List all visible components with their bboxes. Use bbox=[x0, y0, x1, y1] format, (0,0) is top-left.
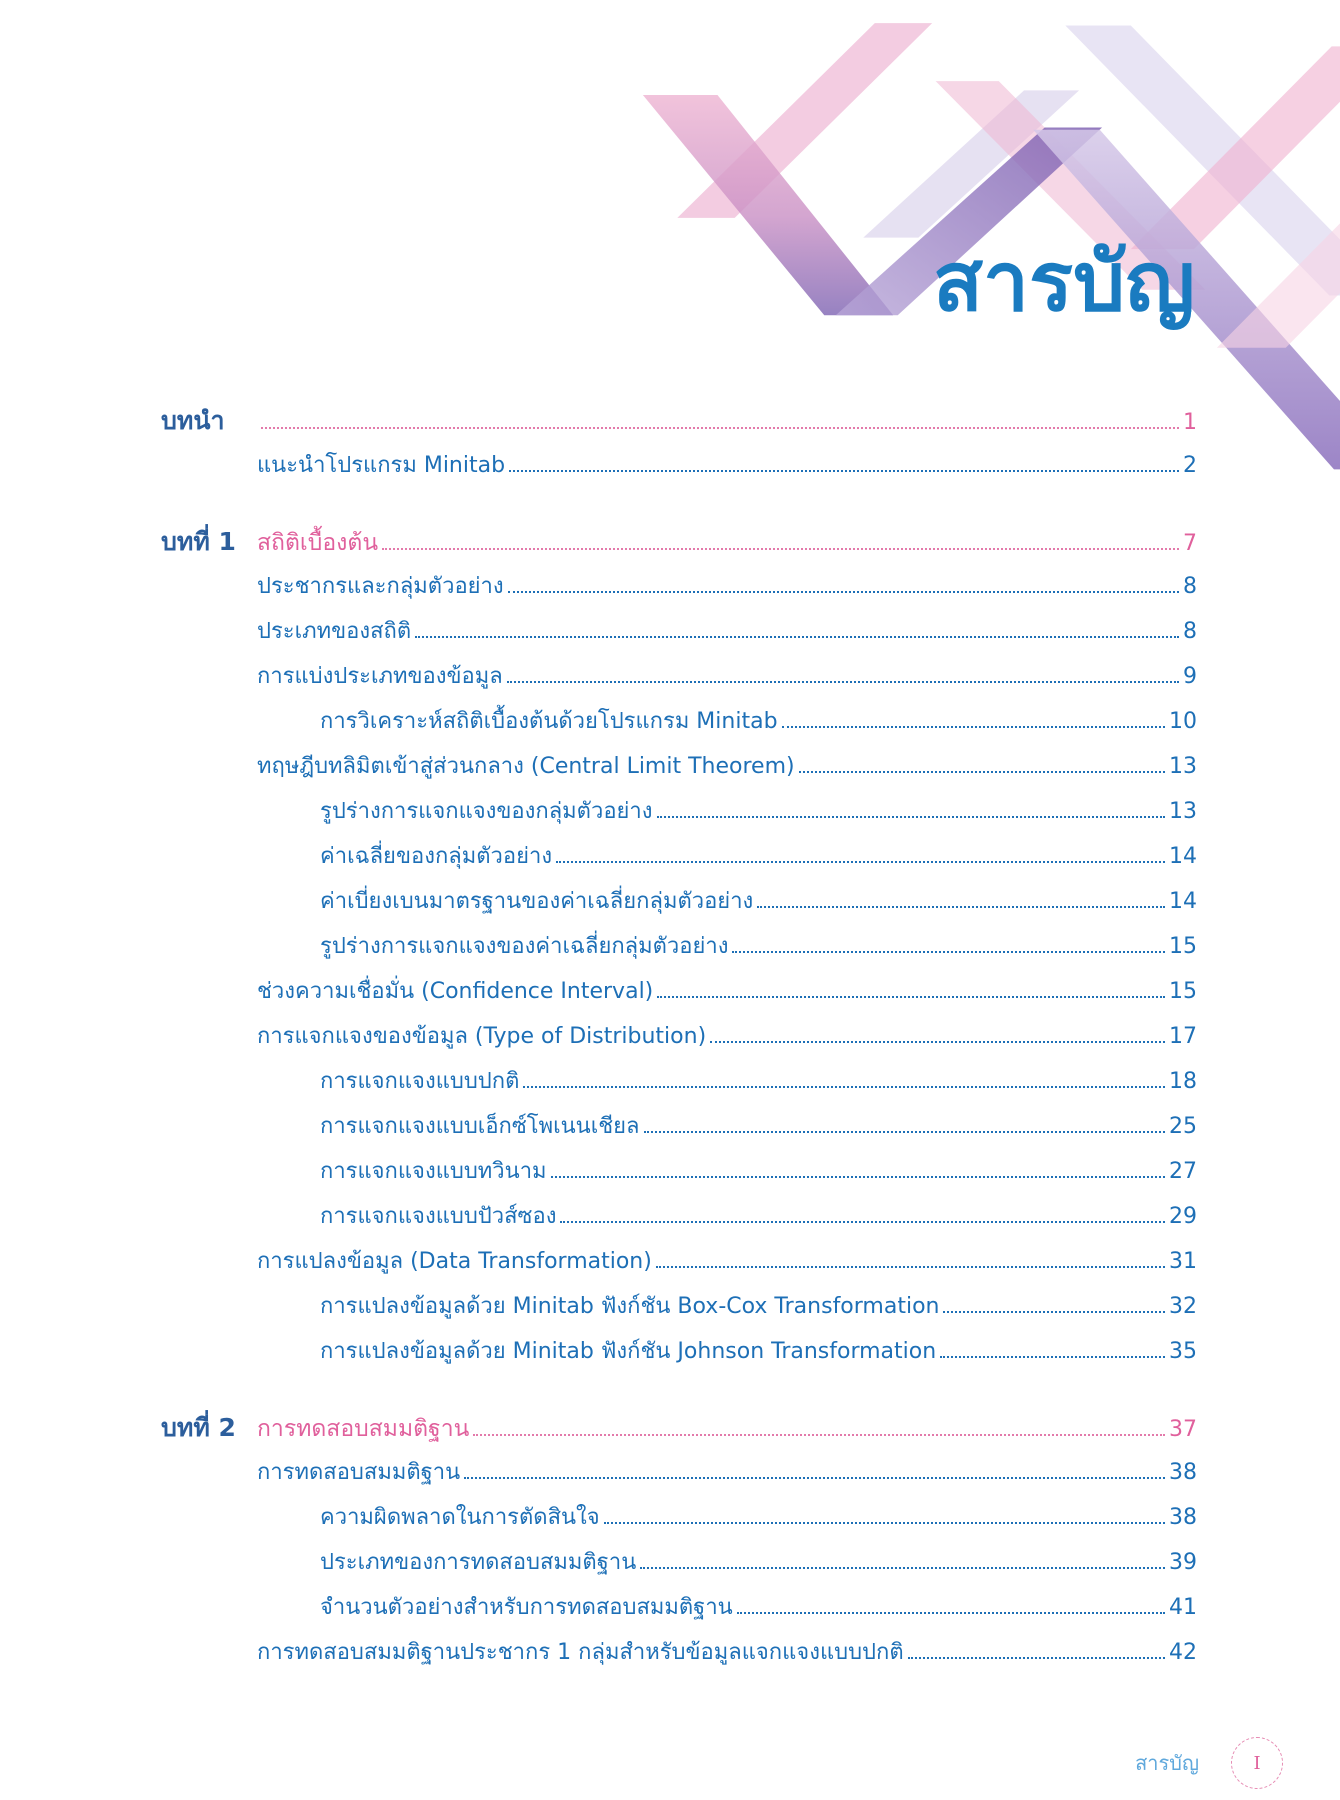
toc-entry bbox=[161, 969, 1197, 1014]
subentry-title: จำนวนตัวอย่างสำหรับการทดสอบสมมติฐาน bbox=[320, 1595, 733, 1620]
page-number: 41 bbox=[1169, 1595, 1197, 1620]
toc-subentry bbox=[161, 834, 1197, 879]
chapter-label: บทนำ bbox=[161, 406, 225, 435]
dot-leader bbox=[640, 1567, 1165, 1569]
dot-leader bbox=[757, 906, 1165, 908]
dot-leader bbox=[657, 816, 1165, 818]
entry-title: การทดสอบสมมติฐาน bbox=[257, 1460, 461, 1485]
page-number: 42 bbox=[1169, 1640, 1197, 1665]
toc-subentry bbox=[161, 1329, 1197, 1374]
page-number: 29 bbox=[1169, 1204, 1197, 1229]
toc-chapter bbox=[161, 398, 1197, 443]
footer-section-title: สารบัญ bbox=[1135, 1751, 1199, 1775]
toc-entry bbox=[161, 1450, 1197, 1495]
subentry-title: รูปร่างการแจกแจงของกลุ่มตัวอย่าง bbox=[320, 799, 653, 824]
page-number: 15 bbox=[1169, 934, 1197, 959]
subentry-title: ค่าเฉลี่ยของกลุ่มตัวอย่าง bbox=[320, 844, 553, 869]
subentry-title: การแจกแจงแบบปัวส์ซอง bbox=[320, 1204, 557, 1229]
dot-leader bbox=[710, 1041, 1165, 1043]
subentry-title: การแจกแจงแบบเอ็กซ์โพเนนเชียล bbox=[320, 1114, 640, 1139]
toc-subentry bbox=[161, 879, 1197, 924]
dot-leader bbox=[523, 1086, 1165, 1088]
toc-entry bbox=[161, 1239, 1197, 1284]
toc-entry bbox=[161, 1630, 1197, 1675]
toc-subentry bbox=[161, 1495, 1197, 1540]
toc-subentry bbox=[161, 1149, 1197, 1194]
page-number: 10 bbox=[1169, 709, 1197, 734]
entry-title: ทฤษฎีบทลิมิตเข้าสู่ส่วนกลาง (Central Limit Theorem) bbox=[257, 754, 795, 779]
toc-entry bbox=[161, 564, 1197, 609]
dot-leader bbox=[556, 861, 1165, 863]
dot-leader bbox=[656, 1266, 1165, 1268]
page-number: 17 bbox=[1169, 1024, 1197, 1049]
toc-subentry bbox=[161, 924, 1197, 969]
dot-leader bbox=[940, 1356, 1165, 1358]
subentry-title: ความผิดพลาดในการตัดสินใจ bbox=[320, 1505, 600, 1530]
entry-title: แนะนำโปรแกรม Minitab bbox=[257, 453, 506, 478]
toc-chapter bbox=[161, 519, 1197, 564]
page-number: 38 bbox=[1169, 1460, 1197, 1485]
entry-title: การทดสอบสมมติฐานประชากร 1 กลุ่มสำหรับข้อมูลแจกแจงแบบปกติ bbox=[257, 1640, 904, 1665]
toc-entry bbox=[161, 609, 1197, 654]
toc-subentry bbox=[161, 1194, 1197, 1239]
chapter-label: บทที่ 1 bbox=[161, 527, 236, 556]
dot-leader bbox=[799, 771, 1165, 773]
entry-title: การแปลงข้อมูล (Data Transformation) bbox=[257, 1249, 652, 1274]
page-number: 32 bbox=[1169, 1294, 1197, 1319]
ribbon-pink-purple bbox=[643, 95, 893, 315]
page-number: 7 bbox=[1183, 531, 1197, 556]
dot-leader bbox=[644, 1131, 1165, 1133]
dot-leader bbox=[415, 636, 1179, 638]
dot-leader bbox=[657, 996, 1165, 998]
subentry-title: การแปลงข้อมูลด้วย Minitab ฟังก์ชัน Box-Cox Transformation bbox=[320, 1294, 940, 1319]
page-number: 35 bbox=[1169, 1339, 1197, 1364]
page-number: 37 bbox=[1169, 1417, 1197, 1442]
dot-leader bbox=[604, 1522, 1165, 1524]
page-number: 9 bbox=[1183, 664, 1197, 689]
toc-entry bbox=[161, 1014, 1197, 1059]
dot-leader bbox=[560, 1221, 1165, 1223]
page-number: 27 bbox=[1169, 1159, 1197, 1184]
entry-title: การแจกแจงของข้อมูล (Type of Distribution) bbox=[257, 1024, 707, 1049]
page-number: 31 bbox=[1169, 1249, 1197, 1274]
toc-subentry bbox=[161, 1284, 1197, 1329]
page-number: 38 bbox=[1169, 1505, 1197, 1530]
page-number: 8 bbox=[1183, 574, 1197, 599]
subentry-title: ประเภทของการทดสอบสมมติฐาน bbox=[320, 1550, 637, 1575]
dot-leader bbox=[507, 681, 1179, 683]
toc-subentry bbox=[161, 1585, 1197, 1630]
entry-title: ประชากรและกลุ่มตัวอย่าง bbox=[257, 574, 504, 599]
subentry-title: รูปร่างการแจกแจงของค่าเฉลี่ยกลุ่มตัวอย่าง bbox=[320, 934, 729, 959]
toc-subentry bbox=[161, 1104, 1197, 1149]
dot-leader bbox=[782, 726, 1165, 728]
toc-subentry bbox=[161, 789, 1197, 834]
dot-leader bbox=[508, 591, 1179, 593]
subentry-title: การแปลงข้อมูลด้วย Minitab ฟังก์ชัน Johnson Transformation bbox=[320, 1339, 937, 1364]
chapter-title: การทดสอบสมมติฐาน bbox=[257, 1416, 470, 1442]
toc-subentry bbox=[161, 1059, 1197, 1104]
page-number: 18 bbox=[1169, 1069, 1197, 1094]
table-of-contents bbox=[161, 398, 1197, 1675]
entry-title: การแบ่งประเภทของข้อมูล bbox=[257, 664, 503, 689]
page-number: 13 bbox=[1169, 754, 1197, 779]
chapter-label: บทที่ 2 bbox=[161, 1413, 236, 1442]
toc-subentry bbox=[161, 699, 1197, 744]
dot-leader bbox=[737, 1612, 1165, 1614]
dot-leader bbox=[908, 1657, 1165, 1659]
subentry-title: ค่าเบี่ยงเบนมาตรฐานของค่าเฉลี่ยกลุ่มตัวอย่าง bbox=[320, 889, 754, 914]
subentry-title: การแจกแจงแบบปกติ bbox=[320, 1069, 520, 1094]
toc-subentry bbox=[161, 1540, 1197, 1585]
dot-leader bbox=[382, 548, 1179, 550]
toc-entry bbox=[161, 654, 1197, 699]
dot-leader bbox=[261, 427, 1179, 429]
subentry-title: การวิเคราะห์สถิติเบื้องต้นด้วยโปรแกรม Minitab bbox=[320, 709, 778, 734]
chapter-title: สถิติเบื้องต้น bbox=[257, 530, 379, 556]
page-number: 39 bbox=[1169, 1550, 1197, 1575]
subentry-title: การแจกแจงแบบทวินาม bbox=[320, 1159, 547, 1184]
page-number: 25 bbox=[1169, 1114, 1197, 1139]
page-number: 1 bbox=[1183, 410, 1197, 435]
dot-leader bbox=[464, 1477, 1165, 1479]
page-number: 2 bbox=[1183, 453, 1197, 478]
dot-leader bbox=[943, 1311, 1165, 1313]
page-title: สารบัญ bbox=[932, 235, 1195, 330]
dot-leader bbox=[732, 951, 1165, 953]
page-number: 14 bbox=[1169, 844, 1197, 869]
toc-chapter bbox=[161, 1405, 1197, 1450]
toc-entry bbox=[161, 443, 1197, 488]
page-number: 8 bbox=[1183, 619, 1197, 644]
dot-leader bbox=[509, 470, 1179, 472]
toc-entry bbox=[161, 744, 1197, 789]
entry-title: ช่วงความเชื่อมั่น (Confidence Interval) bbox=[257, 979, 654, 1004]
entry-title: ประเภทของสถิติ bbox=[257, 619, 412, 644]
page-number: 13 bbox=[1169, 799, 1197, 824]
dot-leader bbox=[473, 1434, 1165, 1436]
page-number: 15 bbox=[1169, 979, 1197, 1004]
dot-leader bbox=[551, 1176, 1165, 1178]
page-number: 14 bbox=[1169, 889, 1197, 914]
footer-page-number: I bbox=[1231, 1737, 1283, 1789]
